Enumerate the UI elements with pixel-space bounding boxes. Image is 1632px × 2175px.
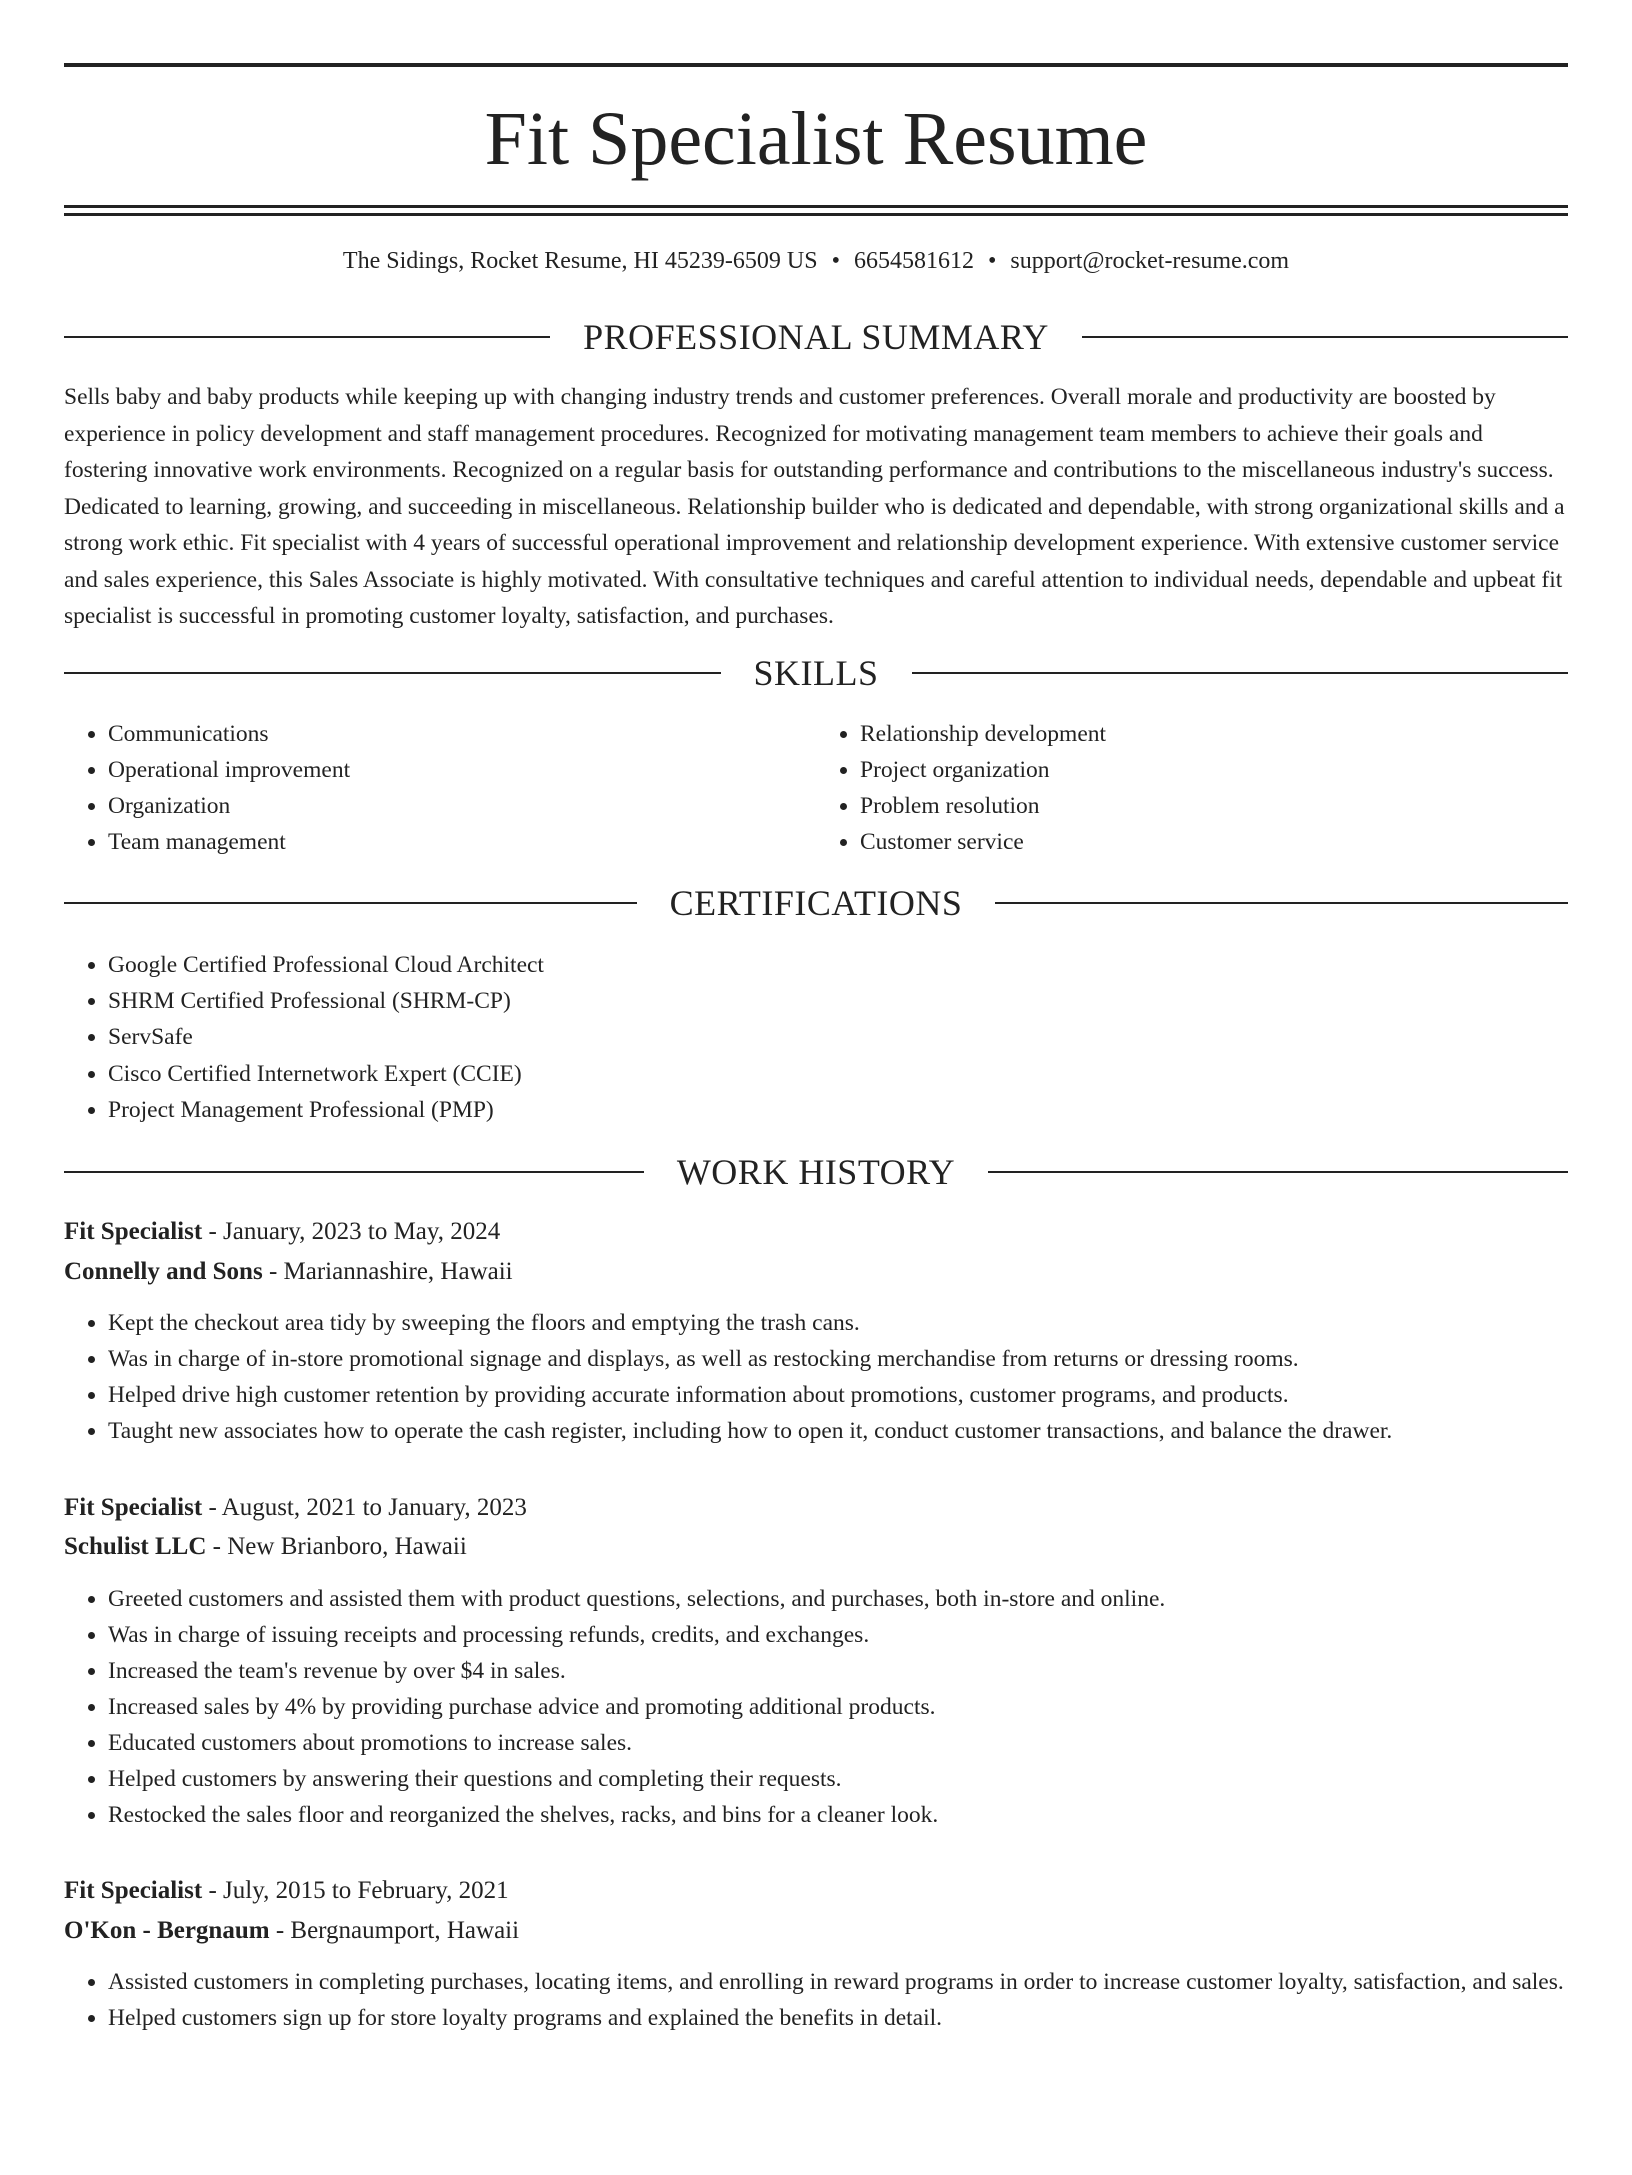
skill-item: • Team management: [108, 824, 816, 860]
job-company: Connelly and Sons: [64, 1257, 263, 1285]
heading-rule-right: [912, 672, 1569, 674]
skill-item: • Operational improvement: [108, 752, 816, 788]
job-duty: • Kept the checkout area tidy by sweeping the floors and emptying the trash cans.: [108, 1305, 1568, 1341]
heading-rule-right: [995, 902, 1568, 904]
job-duty: • Taught new associates how to operate the cash register, including how to open it, conduct customer transactions, and balance the drawer.: [108, 1413, 1568, 1449]
job-duty: • Restocked the sales floor and reorganized the shelves, racks, and bins for a cleaner look.: [108, 1797, 1568, 1833]
resume-title: Fit Specialist Resume: [484, 97, 1148, 181]
skill-item: • Project organization: [860, 752, 1568, 788]
skills-column-left: [64, 716, 816, 861]
job-duty: • Increased sales by 4% by providing purchase advice and promoting additional products.: [108, 1689, 1568, 1725]
job-duty: • Assisted customers in completing purchases, locating items, and enrolling in reward programs in order to increase customer loyalty, satisfaction, and sales.: [108, 1964, 1568, 2000]
certifications-heading: [64, 882, 1568, 923]
summary-title: PROFESSIONAL SUMMARY: [583, 317, 1049, 357]
job-duty: • Educated customers about promotions to increase sales.: [108, 1725, 1568, 1761]
skills-heading: [64, 652, 1568, 693]
job-duty: • Helped drive high customer retention by providing accurate information about promotions, customer programs, and products.: [108, 1377, 1568, 1413]
contact-email: support@rocket-resume.com: [1010, 248, 1290, 274]
job-company-line: [64, 1252, 1568, 1292]
certification-item: • Google Certified Professional Cloud Architect: [108, 947, 1568, 983]
job-title-line: [64, 1212, 1568, 1252]
skill-item: • Problem resolution: [860, 788, 1568, 824]
job-location: - Bergnaumport, Hawaii: [269, 1916, 520, 1944]
job-duties: [64, 1964, 1568, 2036]
heading-rule-left: [64, 1171, 644, 1173]
work-history-title: WORK HISTORY: [676, 1152, 956, 1193]
contact-phone: 6654581612: [853, 248, 974, 274]
heading-rule-right: [1082, 336, 1568, 338]
job-duty: • Helped customers by answering their questions and completing their requests.: [108, 1761, 1568, 1797]
skills-list: [64, 716, 1568, 861]
certifications-list: [64, 947, 1568, 1128]
job-company: Schulist LLC: [64, 1533, 207, 1561]
job-role: Fit Specialist: [64, 1493, 203, 1521]
job-entry: [64, 1212, 1568, 1449]
job-duty: • Increased the team's revenue by over $4 in sales.: [108, 1653, 1568, 1689]
heading-rule-right: [988, 1171, 1568, 1173]
certification-item: • Project Management Professional (PMP): [108, 1092, 1568, 1128]
job-role: Fit Specialist: [64, 1877, 203, 1905]
job-duty: • Greeted customers and assisted them with product questions, selections, and purchases, both in-store and online.: [108, 1581, 1568, 1617]
job-entry: [64, 1488, 1568, 1834]
skills-column-right: [816, 716, 1568, 861]
heading-rule-left: [64, 672, 721, 674]
skill-item: • Customer service: [860, 824, 1568, 860]
job-role: Fit Specialist: [64, 1218, 203, 1246]
certification-item: • Cisco Certified Internetwork Expert (CCIE): [108, 1056, 1568, 1092]
job-title-line: [64, 1871, 1568, 1911]
skill-item: • Relationship development: [860, 716, 1568, 752]
summary-text: Sells baby and baby products while keeping up with changing industry trends and customer preferences. Overall morale and productivity are boosted by experience in policy development and staff management procedures. Recognized for motivating management team members to achieve their goals and fostering innovative work environments. Recognized on a regular basis for outstanding performance and contributions to the miscellaneous industry's success. Dedicated to learning, growing, and succeeding in miscellaneous. Relationship builder who is dedicated and dependable, with strong organizational skills and a strong work ethic. Fit specialist with 4 years of successful operational improvement and relationship development experience. With extensive customer service and sales experience, this Sales Associate is highly motivated. With consultative techniques and careful attention to individual needs, dependable and upbeat fit specialist is successful in promoting customer loyalty, satisfaction, and purchases.: [64, 384, 1565, 629]
job-company-line: [64, 1911, 1568, 1951]
certifications-title: CERTIFICATIONS: [669, 882, 963, 923]
job-duty: • Was in charge of in-store promotional signage and displays, as well as restocking merchandise from returns or dressing rooms.: [108, 1341, 1568, 1377]
skill-item: • Communications: [108, 716, 816, 752]
heading-rule-left: [64, 336, 550, 338]
certification-item: • ServSafe: [108, 1019, 1568, 1055]
top-rule: [64, 63, 1568, 67]
job-location: - Mariannashire, Hawaii: [262, 1257, 513, 1285]
heading-rule-left: [64, 902, 637, 904]
job-company-line: [64, 1527, 1568, 1567]
job-entry: [64, 1871, 1568, 2036]
skills-title: SKILLS: [753, 652, 879, 693]
job-title-line: [64, 1488, 1568, 1528]
work-history-heading: [64, 1152, 1568, 1193]
certification-item: • SHRM Certified Professional (SHRM-CP): [108, 983, 1568, 1019]
job-duty: • Was in charge of issuing receipts and processing refunds, credits, and exchanges.: [108, 1617, 1568, 1653]
contact-line: [64, 249, 1568, 273]
contact-separator: •: [987, 248, 997, 274]
job-location: - New Brianboro, Hawaii: [206, 1533, 467, 1561]
contact-separator: •: [831, 248, 840, 274]
contact-address: The Sidings, Rocket Resume, HI 45239-6509 US: [342, 248, 818, 274]
job-duty: • Helped customers sign up for store loyalty programs and explained the benefits in detail.: [108, 2000, 1568, 2036]
resume-page: [0, 63, 1632, 2175]
job-dates: - August, 2021 to January, 2023: [202, 1493, 527, 1521]
job-dates: - January, 2023 to May, 2024: [202, 1218, 501, 1246]
job-duties: [64, 1305, 1568, 1449]
title-double-rule: [64, 205, 1568, 216]
job-dates: - July, 2015 to February, 2021: [202, 1877, 509, 1905]
job-company: O'Kon - Bergnaum: [64, 1916, 270, 1944]
summary-heading: [64, 319, 1568, 355]
skill-item: • Organization: [108, 788, 816, 824]
job-duties: [64, 1581, 1568, 1834]
